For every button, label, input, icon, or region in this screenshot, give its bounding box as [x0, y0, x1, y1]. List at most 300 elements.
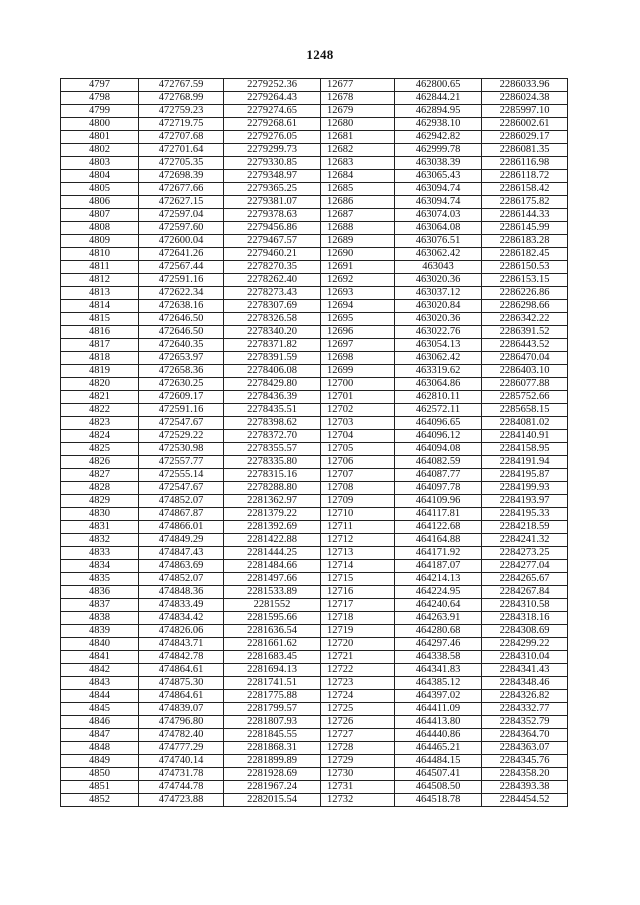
table-row: [61, 781, 568, 794]
table-row: [61, 482, 568, 495]
y-coordinate-cell: 2278340.20: [224, 326, 321, 339]
y-coordinate-cell: 2284341.43: [482, 664, 568, 677]
y-coordinate-cell: 2284191.94: [482, 456, 568, 469]
x-coordinate-cell: 474731.78: [139, 768, 224, 781]
point-id-cell: 4797: [61, 79, 139, 92]
x-coordinate-cell: 474864.61: [139, 664, 224, 677]
x-coordinate-cell: 464413.80: [395, 716, 482, 729]
point-id-cell: 12691: [321, 261, 395, 274]
point-id-cell: 12715: [321, 573, 395, 586]
x-coordinate-cell: 472609.17: [139, 391, 224, 404]
y-coordinate-cell: 2279330.85: [224, 157, 321, 170]
table-row: [61, 235, 568, 248]
y-coordinate-cell: 2286081.35: [482, 144, 568, 157]
point-id-cell: 12714: [321, 560, 395, 573]
x-coordinate-cell: 472638.16: [139, 300, 224, 313]
point-id-cell: 12705: [321, 443, 395, 456]
point-id-cell: 12677: [321, 79, 395, 92]
table-row: [61, 378, 568, 391]
x-coordinate-cell: 474842.78: [139, 651, 224, 664]
table-row: [61, 196, 568, 209]
table-row: [61, 690, 568, 703]
y-coordinate-cell: 2284326.82: [482, 690, 568, 703]
table-row: [61, 443, 568, 456]
x-coordinate-cell: 474843.71: [139, 638, 224, 651]
table-row: [61, 521, 568, 534]
point-id-cell: 4805: [61, 183, 139, 196]
point-id-cell: 12697: [321, 339, 395, 352]
x-coordinate-cell: 463064.08: [395, 222, 482, 235]
point-id-cell: 12683: [321, 157, 395, 170]
point-id-cell: 12700: [321, 378, 395, 391]
x-coordinate-cell: 474796.80: [139, 716, 224, 729]
point-id-cell: 4838: [61, 612, 139, 625]
x-coordinate-cell: 464224.95: [395, 586, 482, 599]
point-id-cell: 4809: [61, 235, 139, 248]
table-row: [61, 664, 568, 677]
y-coordinate-cell: 2285997.10: [482, 105, 568, 118]
y-coordinate-cell: 2284310.04: [482, 651, 568, 664]
point-id-cell: 12692: [321, 274, 395, 287]
x-coordinate-cell: 463064.86: [395, 378, 482, 391]
table-row: [61, 638, 568, 651]
point-id-cell: 12694: [321, 300, 395, 313]
point-id-cell: 12719: [321, 625, 395, 638]
x-coordinate-cell: 463038.39: [395, 157, 482, 170]
y-coordinate-cell: 2281595.66: [224, 612, 321, 625]
point-id-cell: 4847: [61, 729, 139, 742]
table-row: [61, 456, 568, 469]
table-row: [61, 573, 568, 586]
x-coordinate-cell: 474833.49: [139, 599, 224, 612]
y-coordinate-cell: 2286443.52: [482, 339, 568, 352]
x-coordinate-cell: 472646.50: [139, 326, 224, 339]
table-row: [61, 157, 568, 170]
point-id-cell: 4799: [61, 105, 139, 118]
y-coordinate-cell: 2278307.69: [224, 300, 321, 313]
x-coordinate-cell: 472630.25: [139, 378, 224, 391]
y-coordinate-cell: 2284265.67: [482, 573, 568, 586]
point-id-cell: 4842: [61, 664, 139, 677]
x-coordinate-cell: 464385.12: [395, 677, 482, 690]
x-coordinate-cell: 464411.09: [395, 703, 482, 716]
point-id-cell: 4828: [61, 482, 139, 495]
x-coordinate-cell: 464096.65: [395, 417, 482, 430]
y-coordinate-cell: 2281636.54: [224, 625, 321, 638]
point-id-cell: 4850: [61, 768, 139, 781]
y-coordinate-cell: 2279381.07: [224, 196, 321, 209]
y-coordinate-cell: 2279460.21: [224, 248, 321, 261]
y-coordinate-cell: 2278288.80: [224, 482, 321, 495]
y-coordinate-cell: 2286153.15: [482, 274, 568, 287]
point-id-cell: 4825: [61, 443, 139, 456]
table-row: [61, 365, 568, 378]
y-coordinate-cell: 2279276.05: [224, 131, 321, 144]
point-id-cell: 12713: [321, 547, 395, 560]
x-coordinate-cell: 462894.95: [395, 105, 482, 118]
table-row: [61, 287, 568, 300]
x-coordinate-cell: 472600.04: [139, 235, 224, 248]
point-id-cell: 12728: [321, 742, 395, 755]
y-coordinate-cell: 2285752.66: [482, 391, 568, 404]
point-id-cell: 4834: [61, 560, 139, 573]
y-coordinate-cell: 2284364.70: [482, 729, 568, 742]
point-id-cell: 12706: [321, 456, 395, 469]
x-coordinate-cell: 464122.68: [395, 521, 482, 534]
y-coordinate-cell: 2286183.28: [482, 235, 568, 248]
x-coordinate-cell: 472547.67: [139, 417, 224, 430]
table-row: [61, 352, 568, 365]
table-row: [61, 794, 568, 807]
y-coordinate-cell: 2281775.88: [224, 690, 321, 703]
y-coordinate-cell: 2279348.97: [224, 170, 321, 183]
table-row: [61, 300, 568, 313]
table-row: [61, 274, 568, 287]
point-id-cell: 12698: [321, 352, 395, 365]
y-coordinate-cell: 2284358.20: [482, 768, 568, 781]
table-row: [61, 248, 568, 261]
x-coordinate-cell: 472591.16: [139, 404, 224, 417]
x-coordinate-cell: 464341.83: [395, 664, 482, 677]
point-id-cell: 12710: [321, 508, 395, 521]
x-coordinate-cell: 464240.64: [395, 599, 482, 612]
x-coordinate-cell: 463094.74: [395, 196, 482, 209]
point-id-cell: 4836: [61, 586, 139, 599]
point-id-cell: 12732: [321, 794, 395, 807]
y-coordinate-cell: 2279252.36: [224, 79, 321, 92]
point-id-cell: 4802: [61, 144, 139, 157]
y-coordinate-cell: 2278270.35: [224, 261, 321, 274]
point-id-cell: 4835: [61, 573, 139, 586]
x-coordinate-cell: 472597.60: [139, 222, 224, 235]
point-id-cell: 12678: [321, 92, 395, 105]
x-coordinate-cell: 472677.66: [139, 183, 224, 196]
x-coordinate-cell: 472653.97: [139, 352, 224, 365]
point-id-cell: 4833: [61, 547, 139, 560]
point-id-cell: 4800: [61, 118, 139, 131]
table-row: [61, 118, 568, 131]
y-coordinate-cell: 2284299.22: [482, 638, 568, 651]
y-coordinate-cell: 2281533.89: [224, 586, 321, 599]
table-row: [61, 547, 568, 560]
x-coordinate-cell: 472557.77: [139, 456, 224, 469]
point-id-cell: 12712: [321, 534, 395, 547]
y-coordinate-cell: 2284277.04: [482, 560, 568, 573]
y-coordinate-cell: 2281661.62: [224, 638, 321, 651]
x-coordinate-cell: 472767.59: [139, 79, 224, 92]
y-coordinate-cell: 2286002.61: [482, 118, 568, 131]
point-id-cell: 4812: [61, 274, 139, 287]
y-coordinate-cell: 2286298.66: [482, 300, 568, 313]
y-coordinate-cell: 2286470.04: [482, 352, 568, 365]
point-id-cell: 12731: [321, 781, 395, 794]
table-row: [61, 599, 568, 612]
y-coordinate-cell: 2284332.77: [482, 703, 568, 716]
x-coordinate-cell: 472547.67: [139, 482, 224, 495]
point-id-cell: 12709: [321, 495, 395, 508]
point-id-cell: 12696: [321, 326, 395, 339]
point-id-cell: 12707: [321, 469, 395, 482]
y-coordinate-cell: 2281683.45: [224, 651, 321, 664]
y-coordinate-cell: 2281928.69: [224, 768, 321, 781]
y-coordinate-cell: 2281741.51: [224, 677, 321, 690]
y-coordinate-cell: 2284363.07: [482, 742, 568, 755]
point-id-cell: 4826: [61, 456, 139, 469]
point-id-cell: 4841: [61, 651, 139, 664]
point-id-cell: 4814: [61, 300, 139, 313]
y-coordinate-cell: 2281484.66: [224, 560, 321, 573]
y-coordinate-cell: 2279378.63: [224, 209, 321, 222]
table-row: [61, 560, 568, 573]
y-coordinate-cell: 2284318.16: [482, 612, 568, 625]
y-coordinate-cell: 2278391.59: [224, 352, 321, 365]
x-coordinate-cell: 474834.42: [139, 612, 224, 625]
x-coordinate-cell: 472658.36: [139, 365, 224, 378]
point-id-cell: 4848: [61, 742, 139, 755]
table-row: [61, 677, 568, 690]
point-id-cell: 4852: [61, 794, 139, 807]
point-id-cell: 4851: [61, 781, 139, 794]
table-row: [61, 495, 568, 508]
y-coordinate-cell: 2285658.15: [482, 404, 568, 417]
point-id-cell: 4816: [61, 326, 139, 339]
x-coordinate-cell: 463319.62: [395, 365, 482, 378]
x-coordinate-cell: 464338.58: [395, 651, 482, 664]
y-coordinate-cell: 2279299.73: [224, 144, 321, 157]
point-id-cell: 4849: [61, 755, 139, 768]
table-row: [61, 144, 568, 157]
table-row: [61, 534, 568, 547]
table-row: [61, 508, 568, 521]
x-coordinate-cell: 462844.21: [395, 92, 482, 105]
table-row: [61, 755, 568, 768]
y-coordinate-cell: 2286342.22: [482, 313, 568, 326]
table-row: [61, 742, 568, 755]
point-id-cell: 4820: [61, 378, 139, 391]
y-coordinate-cell: 2286029.17: [482, 131, 568, 144]
x-coordinate-cell: 472555.14: [139, 469, 224, 482]
y-coordinate-cell: 2286175.82: [482, 196, 568, 209]
y-coordinate-cell: 2281362.97: [224, 495, 321, 508]
point-id-cell: 12701: [321, 391, 395, 404]
x-coordinate-cell: 463074.03: [395, 209, 482, 222]
y-coordinate-cell: 2281444.25: [224, 547, 321, 560]
y-coordinate-cell: 2279274.65: [224, 105, 321, 118]
y-coordinate-cell: 2281392.69: [224, 521, 321, 534]
point-id-cell: 12681: [321, 131, 395, 144]
y-coordinate-cell: 2284199.93: [482, 482, 568, 495]
y-coordinate-cell: 2286150.53: [482, 261, 568, 274]
y-coordinate-cell: 2278335.80: [224, 456, 321, 469]
x-coordinate-cell: 462942.82: [395, 131, 482, 144]
y-coordinate-cell: 2286024.38: [482, 92, 568, 105]
table-row: [61, 79, 568, 92]
y-coordinate-cell: 2286033.96: [482, 79, 568, 92]
table-row: [61, 404, 568, 417]
x-coordinate-cell: 472640.35: [139, 339, 224, 352]
y-coordinate-cell: 2278429.80: [224, 378, 321, 391]
point-id-cell: 4827: [61, 469, 139, 482]
point-id-cell: 12717: [321, 599, 395, 612]
point-id-cell: 12679: [321, 105, 395, 118]
y-coordinate-cell: 2286182.45: [482, 248, 568, 261]
x-coordinate-cell: 472622.34: [139, 287, 224, 300]
x-coordinate-cell: 463020.84: [395, 300, 482, 313]
point-id-cell: 12687: [321, 209, 395, 222]
point-id-cell: 4823: [61, 417, 139, 430]
point-id-cell: 12726: [321, 716, 395, 729]
table-row: [61, 391, 568, 404]
x-coordinate-cell: 474847.43: [139, 547, 224, 560]
point-id-cell: 12690: [321, 248, 395, 261]
x-coordinate-cell: 463062.42: [395, 352, 482, 365]
point-id-cell: 4846: [61, 716, 139, 729]
y-coordinate-cell: 2284393.38: [482, 781, 568, 794]
y-coordinate-cell: 2278355.57: [224, 443, 321, 456]
y-coordinate-cell: 2284345.76: [482, 755, 568, 768]
x-coordinate-cell: 472719.75: [139, 118, 224, 131]
point-id-cell: 4821: [61, 391, 139, 404]
x-coordinate-cell: 472698.39: [139, 170, 224, 183]
x-coordinate-cell: 464117.81: [395, 508, 482, 521]
y-coordinate-cell: 2278406.08: [224, 365, 321, 378]
point-id-cell: 4843: [61, 677, 139, 690]
point-id-cell: 12711: [321, 521, 395, 534]
x-coordinate-cell: 464297.46: [395, 638, 482, 651]
x-coordinate-cell: 464508.50: [395, 781, 482, 794]
point-id-cell: 12695: [321, 313, 395, 326]
x-coordinate-cell: 463062.42: [395, 248, 482, 261]
x-coordinate-cell: 474866.01: [139, 521, 224, 534]
point-id-cell: 4839: [61, 625, 139, 638]
point-id-cell: 4832: [61, 534, 139, 547]
x-coordinate-cell: 472529.22: [139, 430, 224, 443]
y-coordinate-cell: 2284310.58: [482, 599, 568, 612]
y-coordinate-cell: 2284241.32: [482, 534, 568, 547]
y-coordinate-cell: 2278372.70: [224, 430, 321, 443]
table-row: [61, 170, 568, 183]
point-id-cell: 4803: [61, 157, 139, 170]
point-id-cell: 12685: [321, 183, 395, 196]
x-coordinate-cell: 462938.10: [395, 118, 482, 131]
table-row: [61, 651, 568, 664]
x-coordinate-cell: 472701.64: [139, 144, 224, 157]
point-id-cell: 12682: [321, 144, 395, 157]
y-coordinate-cell: 2284193.97: [482, 495, 568, 508]
table-row: [61, 703, 568, 716]
x-coordinate-cell: 464518.78: [395, 794, 482, 807]
y-coordinate-cell: 2281868.31: [224, 742, 321, 755]
x-coordinate-cell: 472641.26: [139, 248, 224, 261]
x-coordinate-cell: 474875.30: [139, 677, 224, 690]
y-coordinate-cell: 2286226.86: [482, 287, 568, 300]
x-coordinate-cell: 463022.76: [395, 326, 482, 339]
x-coordinate-cell: 474777.29: [139, 742, 224, 755]
y-coordinate-cell: 2284195.33: [482, 508, 568, 521]
point-id-cell: 12693: [321, 287, 395, 300]
y-coordinate-cell: 2281497.66: [224, 573, 321, 586]
x-coordinate-cell: 472530.98: [139, 443, 224, 456]
point-id-cell: 12716: [321, 586, 395, 599]
x-coordinate-cell: 463094.74: [395, 183, 482, 196]
point-id-cell: 4815: [61, 313, 139, 326]
point-id-cell: 4837: [61, 599, 139, 612]
x-coordinate-cell: 462810.11: [395, 391, 482, 404]
point-id-cell: 4817: [61, 339, 139, 352]
y-coordinate-cell: 2281552: [224, 599, 321, 612]
point-id-cell: 4845: [61, 703, 139, 716]
y-coordinate-cell: 2281379.22: [224, 508, 321, 521]
table-row: [61, 625, 568, 638]
y-coordinate-cell: 2286158.42: [482, 183, 568, 196]
y-coordinate-cell: 2284158.95: [482, 443, 568, 456]
point-id-cell: 4806: [61, 196, 139, 209]
point-id-cell: 4801: [61, 131, 139, 144]
y-coordinate-cell: 2286118.72: [482, 170, 568, 183]
y-coordinate-cell: 2286116.98: [482, 157, 568, 170]
point-id-cell: 12684: [321, 170, 395, 183]
x-coordinate-cell: 463037.12: [395, 287, 482, 300]
table-row: [61, 339, 568, 352]
y-coordinate-cell: 2284273.25: [482, 547, 568, 560]
x-coordinate-cell: 463065.43: [395, 170, 482, 183]
y-coordinate-cell: 2286145.99: [482, 222, 568, 235]
y-coordinate-cell: 2286144.33: [482, 209, 568, 222]
x-coordinate-cell: 464397.02: [395, 690, 482, 703]
x-coordinate-cell: 474782.40: [139, 729, 224, 742]
x-coordinate-cell: 472591.16: [139, 274, 224, 287]
x-coordinate-cell: 472705.35: [139, 157, 224, 170]
x-coordinate-cell: 472759.23: [139, 105, 224, 118]
point-id-cell: 4798: [61, 92, 139, 105]
x-coordinate-cell: 464094.08: [395, 443, 482, 456]
point-id-cell: 12680: [321, 118, 395, 131]
y-coordinate-cell: 2281845.55: [224, 729, 321, 742]
x-coordinate-cell: 462572.11: [395, 404, 482, 417]
y-coordinate-cell: 2284454.52: [482, 794, 568, 807]
point-id-cell: 4840: [61, 638, 139, 651]
y-coordinate-cell: 2284195.87: [482, 469, 568, 482]
x-coordinate-cell: 464484.15: [395, 755, 482, 768]
table-row: [61, 469, 568, 482]
y-coordinate-cell: 2279365.25: [224, 183, 321, 196]
x-coordinate-cell: 474744.78: [139, 781, 224, 794]
x-coordinate-cell: 474848.36: [139, 586, 224, 599]
x-coordinate-cell: 464465.21: [395, 742, 482, 755]
x-coordinate-cell: 464440.86: [395, 729, 482, 742]
x-coordinate-cell: 474864.61: [139, 690, 224, 703]
point-id-cell: 12727: [321, 729, 395, 742]
x-coordinate-cell: 464109.96: [395, 495, 482, 508]
y-coordinate-cell: 2278398.62: [224, 417, 321, 430]
point-id-cell: 4810: [61, 248, 139, 261]
table-row: [61, 417, 568, 430]
x-coordinate-cell: 472646.50: [139, 313, 224, 326]
x-coordinate-cell: 472707.68: [139, 131, 224, 144]
x-coordinate-cell: 463076.51: [395, 235, 482, 248]
y-coordinate-cell: 2282015.54: [224, 794, 321, 807]
point-id-cell: 12724: [321, 690, 395, 703]
table-row: [61, 729, 568, 742]
y-coordinate-cell: 2286403.10: [482, 365, 568, 378]
point-id-cell: 4813: [61, 287, 139, 300]
y-coordinate-cell: 2284218.59: [482, 521, 568, 534]
x-coordinate-cell: 463020.36: [395, 313, 482, 326]
y-coordinate-cell: 2281899.89: [224, 755, 321, 768]
y-coordinate-cell: 2284267.84: [482, 586, 568, 599]
point-id-cell: 12688: [321, 222, 395, 235]
x-coordinate-cell: 463020.36: [395, 274, 482, 287]
